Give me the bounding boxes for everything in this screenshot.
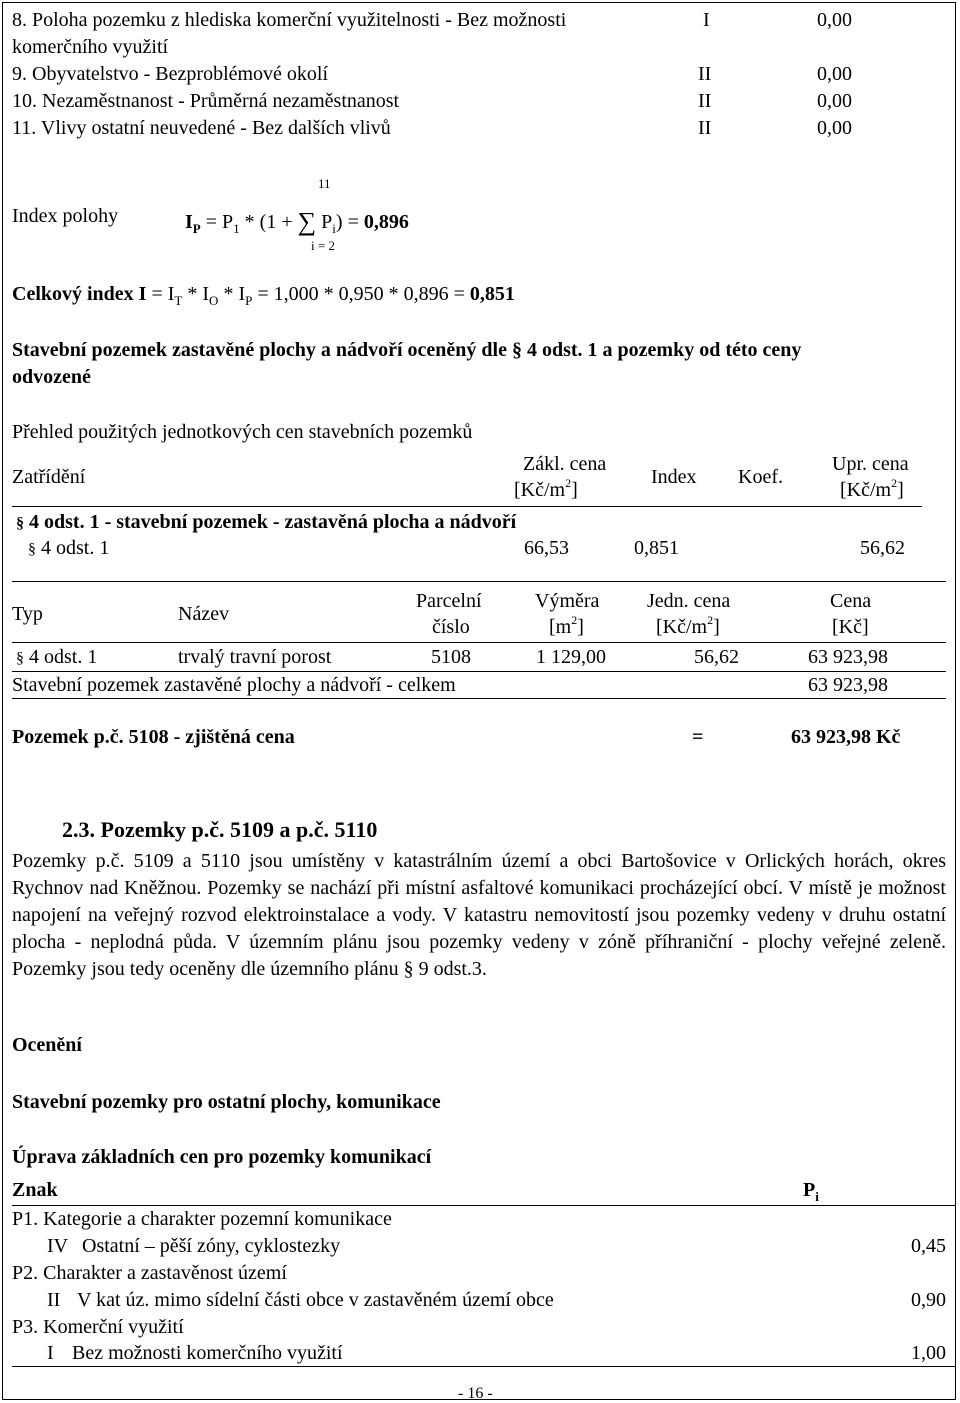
col-zatrideni: Zatřídění: [12, 466, 86, 488]
parcel-row-vymera: 1 129,00: [536, 646, 606, 668]
factor-9-value: 0,00: [817, 63, 852, 85]
uprava-heading: Úprava základních cen pro pozemky komunikací: [12, 1146, 432, 1168]
index-polohy-result: 0,896: [363, 211, 409, 233]
parcel-total-value: 63 923,98: [808, 674, 888, 696]
parcel-row-cena: 63 923,98: [808, 646, 888, 668]
factor-10-class: II: [698, 90, 712, 112]
celkovy-index-formula: Celkový index $I = I_T * I_O * I_P = 1,000 * 0,950 * 0,896 = 0,851$: [12, 283, 515, 308]
znak-row-p1-code: IV: [47, 1235, 69, 1257]
celkovy-index-values: 1,000 * 0,950 * 0,896: [273, 283, 449, 305]
stavebni-heading: Stavební pozemek zastavěné plochy a nádvoří oceněný dle § 4 odst. 1 a pozemky od této ceny: [12, 339, 802, 361]
section-2-3-title: 2.3. Pozemky p.č. 5109 a p.č. 5110: [62, 817, 378, 842]
section-2-3-text: Pozemky p.č. 5109 a 5110 jsou umístěny v katastrálním území a obci Bartošovice v Orlických horách, okres Rychnov nad Kněžnou. Pozemky se nachází při místní asfaltové komunikaci procházející obcí. V místě je možnost napojení na veřejný rozvod elektroinstalace a vody. V katastru nemovitostí jsou pozemky vedeny v druhu ostatní plocha - neplodná půda. V územním plánu jsou pozemky vedeny v zóně příhraniční - plochy veřejné zeleně. Pozemky jsou tedy oceněny dle územního plánu § 9 odst.3.: [12, 850, 946, 980]
stavebni-heading-cont: odvozené: [12, 366, 91, 388]
prehled-row-zatrideni: § 4 odst. 1: [28, 537, 110, 559]
col-parcelni: Parcelní: [416, 590, 482, 612]
prehled-title-text: Přehled použitých jednotkových cen stavebních pozemků: [12, 421, 473, 443]
col-parcelni-cislo: číslo: [432, 616, 470, 638]
znak-row-p3-text: Bez možnosti komerčního využití: [72, 1342, 343, 1364]
col-cena: Cena: [830, 590, 872, 612]
znak-header-rule: [12, 1205, 956, 1206]
znak-row-p3-code: I: [47, 1342, 54, 1364]
znak-bottom-rule: [12, 1366, 956, 1367]
parcel-total-rule: [12, 698, 946, 699]
sum-upper-limit: 11: [318, 176, 331, 191]
index-polohy-formula: $I_P = P_1 * (1$ + ∑ $P_i) = 0,896$: [185, 207, 409, 236]
index-polohy-label: Index polohy: [12, 205, 119, 227]
stavebni-ostatni-heading: Stavební pozemky pro ostatní plochy, komunikace: [12, 1091, 441, 1113]
znak-row-p3: P3. Komerční využití: [12, 1316, 184, 1338]
col-upr-cena: Upr. cena: [832, 453, 909, 475]
col-cena-unit: [Kč]: [832, 616, 869, 638]
factor-8-label-cont: komerčního využití: [12, 36, 169, 58]
col-typ: Typ: [12, 603, 43, 625]
oceneni-heading: Ocenění: [12, 1034, 82, 1056]
prehled-row-upr: 56,62: [860, 537, 905, 559]
znak-row-p2-value: 0,90: [911, 1289, 946, 1311]
parcel-top-rule: [12, 581, 946, 582]
col-jedn-cena: Jedn. cena: [647, 590, 731, 612]
factor-8-label: 8. Poloha pozemku z hlediska komerční využitelnosti - Bez možnosti: [12, 9, 567, 31]
znak-row-p1: P1. Kategorie a charakter pozemní komunikace: [12, 1208, 392, 1230]
zjistena-value: 63 923,98 Kč: [791, 726, 901, 748]
prehled-row-index: 0,851: [634, 537, 679, 559]
parcel-row-rule: [12, 671, 946, 672]
factor-9-label: 9. Obyvatelstvo - Bezproblémové okolí: [12, 63, 329, 85]
sum-lower-limit: i = 2: [311, 238, 335, 253]
factor-11-class: II: [698, 117, 712, 139]
col-zakl-unit: $[Kč/m^2]$: [514, 476, 578, 501]
col-nazev: Název: [178, 603, 230, 625]
znak-row-p2-code: II: [47, 1289, 61, 1311]
col-pi: $P_i$: [803, 1179, 819, 1204]
factor-10-label: 10. Nezaměstnanost - Průměrná nezaměstnanost: [12, 90, 400, 112]
factor-11-value: 0,00: [817, 117, 852, 139]
factor-9-class: II: [698, 63, 712, 85]
znak-row-p1-text: Ostatní – pěší zóny, cyklostezky: [82, 1235, 341, 1257]
prehled-group: § 4 odst. 1 - stavební pozemek - zastavěná plocha a nádvoří: [16, 511, 517, 533]
prehled-header-rule: [12, 506, 922, 507]
col-zakl-cena: Zákl. cena: [523, 453, 607, 475]
col-koef: Koef.: [738, 466, 783, 488]
factor-8-class: I: [703, 9, 710, 31]
col-index: Index: [651, 466, 697, 488]
celkovy-index-label: Celkový index I: [12, 283, 147, 305]
col-vymera: Výměra: [535, 590, 600, 612]
zjistena-eq: =: [692, 726, 704, 748]
parcel-row-nazev: trvalý travní porost: [178, 646, 332, 668]
znak-row-p3-value: 1,00: [911, 1342, 946, 1364]
zjistena-label: Pozemek p.č. 5108 - zjištěná cena: [12, 726, 295, 748]
parcel-header-rule: [12, 642, 946, 643]
col-vymera-unit: $[m^2]$: [549, 613, 584, 638]
celkovy-index-result: 0,851: [469, 283, 515, 305]
col-jedn-unit: $[Kč/m^2]$: [656, 613, 720, 638]
znak-row-p2-text: V kat úz. mimo sídelní části obce v zastavěném území obce: [77, 1289, 554, 1311]
parcel-row-jedn: 56,62: [694, 646, 739, 668]
factor-8-value: 0,00: [817, 9, 852, 31]
page-number: - 16 -: [458, 1385, 493, 1402]
znak-row-p1-value: 0,45: [911, 1235, 946, 1257]
col-upr-unit: $[Kč/m^2]$: [840, 476, 904, 501]
parcel-row-parcelni: 5108: [431, 646, 471, 668]
prehled-row-zakl: 66,53: [524, 537, 569, 559]
factor-10-value: 0,00: [817, 90, 852, 112]
znak-row-p2: P2. Charakter a zastavěnost území: [12, 1262, 287, 1284]
parcel-row-typ: § 4 odst. 1: [16, 646, 98, 668]
factor-11-label: 11. Vlivy ostatní neuvedené - Bez dalších vlivů: [12, 117, 391, 139]
parcel-total-label: Stavební pozemek zastavěné plochy a nádvoří - celkem: [12, 674, 456, 696]
col-znak: Znak: [12, 1179, 58, 1201]
